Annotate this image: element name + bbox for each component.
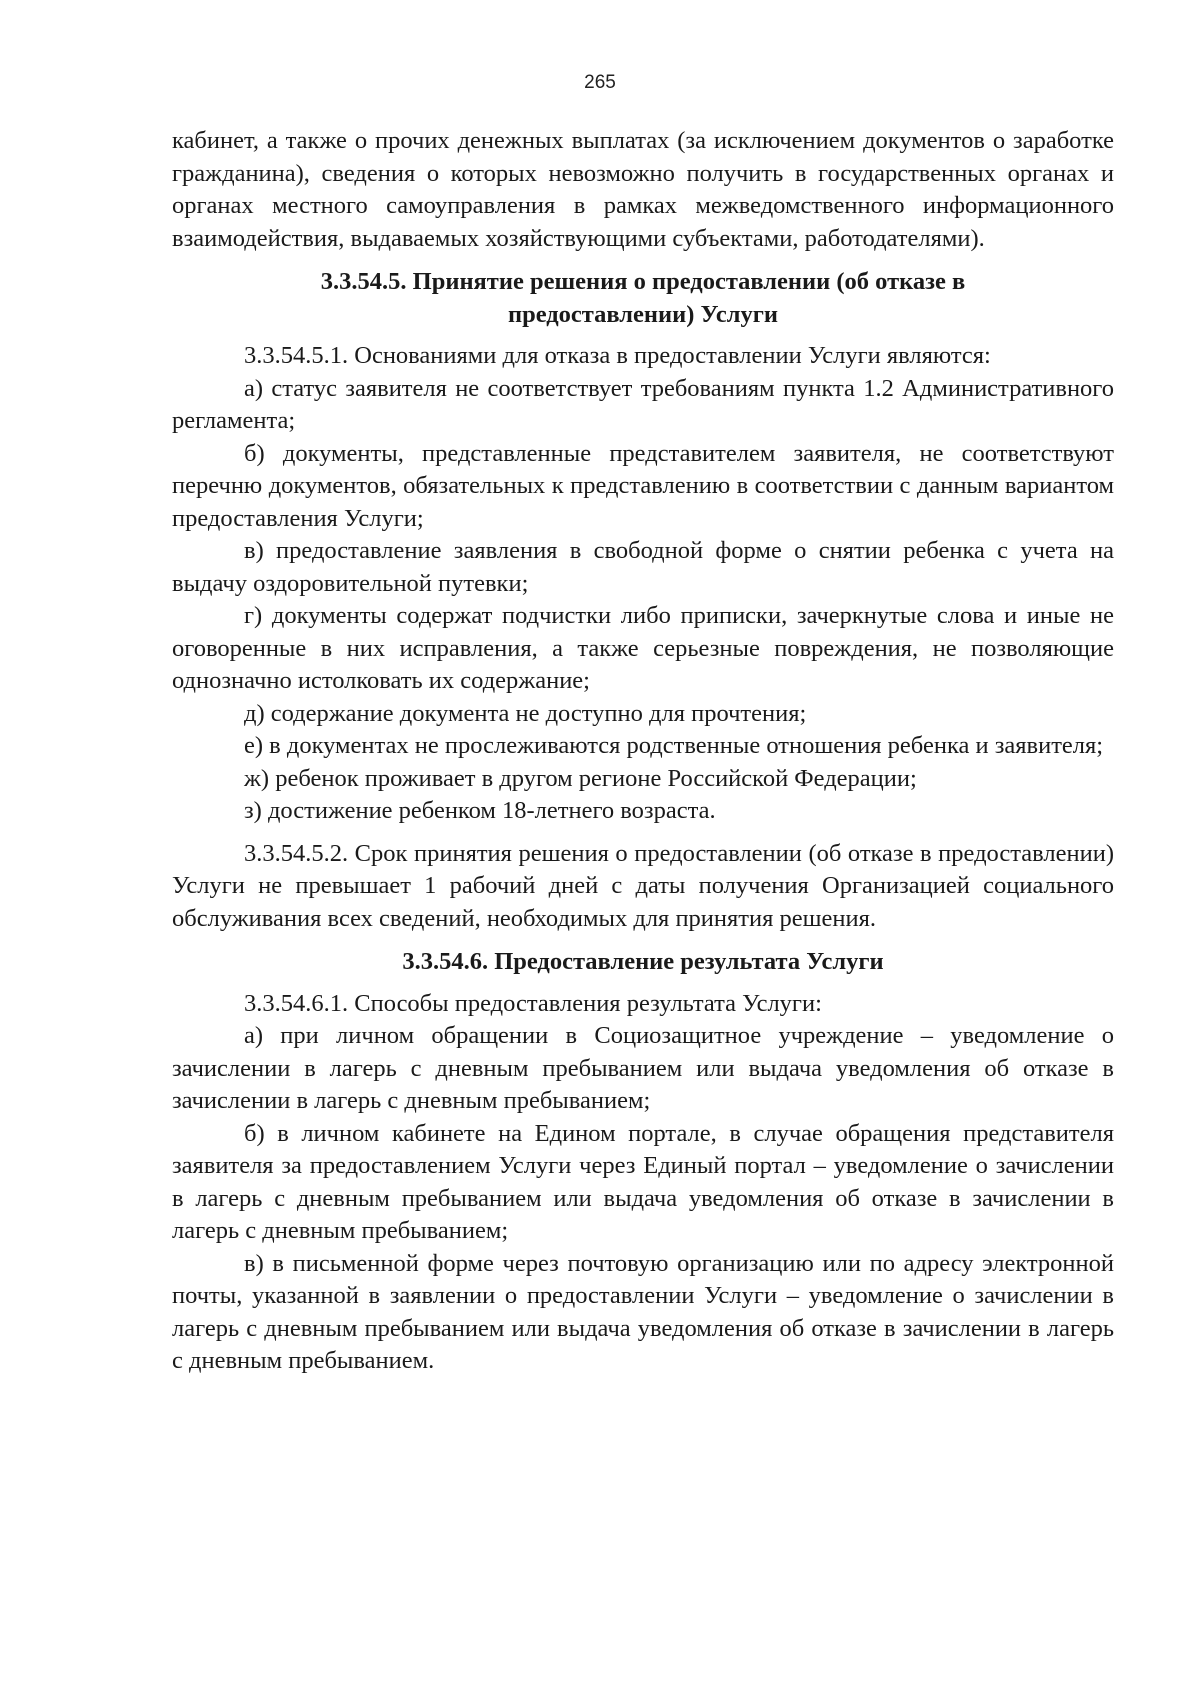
- paragraph-3-3-54-6-1: 3.3.54.6.1. Способы предоставления результата Услуги:: [244, 989, 822, 1017]
- paragraph-3-3-54-5-1: 3.3.54.5.1. Основаниями для отказа в предоставлении Услуги являются:: [244, 342, 991, 369]
- list-item-zh: ж) ребенок проживает в другом регионе Российской Федерации;: [244, 764, 917, 792]
- intro-paragraph: кабинет, а также о прочих денежных выплатах (за исключением документов о заработке гражданина), сведения о которых невозможно получить в государственных органах и органах местного самоуправления в рамках межведомственного информационного взаимодействия, выдаваемых хозяйствующими субъектами, работодателями).: [172, 127, 1114, 252]
- section-heading-line-1: 3.3.54.5. Принятие решения о предоставлении (об отказе в: [320, 268, 966, 295]
- list-item-b: б) документы, представленные представителем заявителя, не соответствуют перечню документов, обязательных к представлению в соответствии с данным вариантом предоставления Услуги;: [172, 439, 1114, 532]
- list-item-a: а) статус заявителя не соответствует требованиям пункта 1.2 Административного регламента;: [172, 374, 1114, 434]
- result-method-a: а) при личном обращении в Социозащитное учреждение – уведомление о зачислении в лагерь с дневным пребыванием или выдача уведомления об отказе в зачислении в лагерь с дневным пребыванием;: [172, 1022, 1114, 1114]
- list-item-g: г) документы содержат подчистки либо приписки, зачеркнутые слова и иные не оговоренные в них исправления, а также серьезные повреждения, не позволяющие однозначно истолковать их содержание;: [172, 602, 1114, 694]
- list-item-z: з) достижение ребенком 18-летнего возраста.: [244, 797, 716, 824]
- list-item-d: д) содержание документа не доступно для прочтения;: [244, 699, 807, 727]
- list-item-v: в) предоставление заявления в свободной форме о снятии ребенка с учета на выдачу оздоровительной путевки;: [172, 537, 1114, 597]
- list-item-e: е) в документах не прослеживаются родственные отношения ребенка и заявителя;: [244, 732, 1104, 759]
- page-number: 265: [584, 72, 616, 93]
- paragraph-3-3-54-5-2: 3.3.54.5.2. Срок принятия решения о предоставлении (об отказе в предоставлении) Услуги не превышает 1 рабочий дней с даты получения Организацией социального обслуживания всех сведений, необходимых для принятия решения.: [172, 839, 1114, 932]
- result-method-v: в) в письменной форме через почтовую организацию или по адресу электронной почты, указанной в заявлении о предоставлении Услуги – уведомление о зачислении в лагерь с дневным пребыванием или выдача уведомления об отказе в зачислении в лагерь с дневным пребыванием.: [172, 1249, 1114, 1374]
- document-body: [172, 125, 1114, 1378]
- section-heading-line-2: предоставлении) Услуги: [507, 300, 778, 328]
- section-heading-3-3-54-6: 3.3.54.6. Предоставление результата Услуги: [402, 948, 884, 975]
- result-method-b: б) в личном кабинете на Едином портале, в случае обращения представителя заявителя за предоставлением Услуги через Единый портал – уведомление о зачислении в лагерь с дневным пребыванием или выдача уведомления об отказе в зачислении в лагерь с дневным пребыванием;: [172, 1119, 1114, 1244]
- section-heading-3-3-54-5: [172, 266, 1114, 331]
